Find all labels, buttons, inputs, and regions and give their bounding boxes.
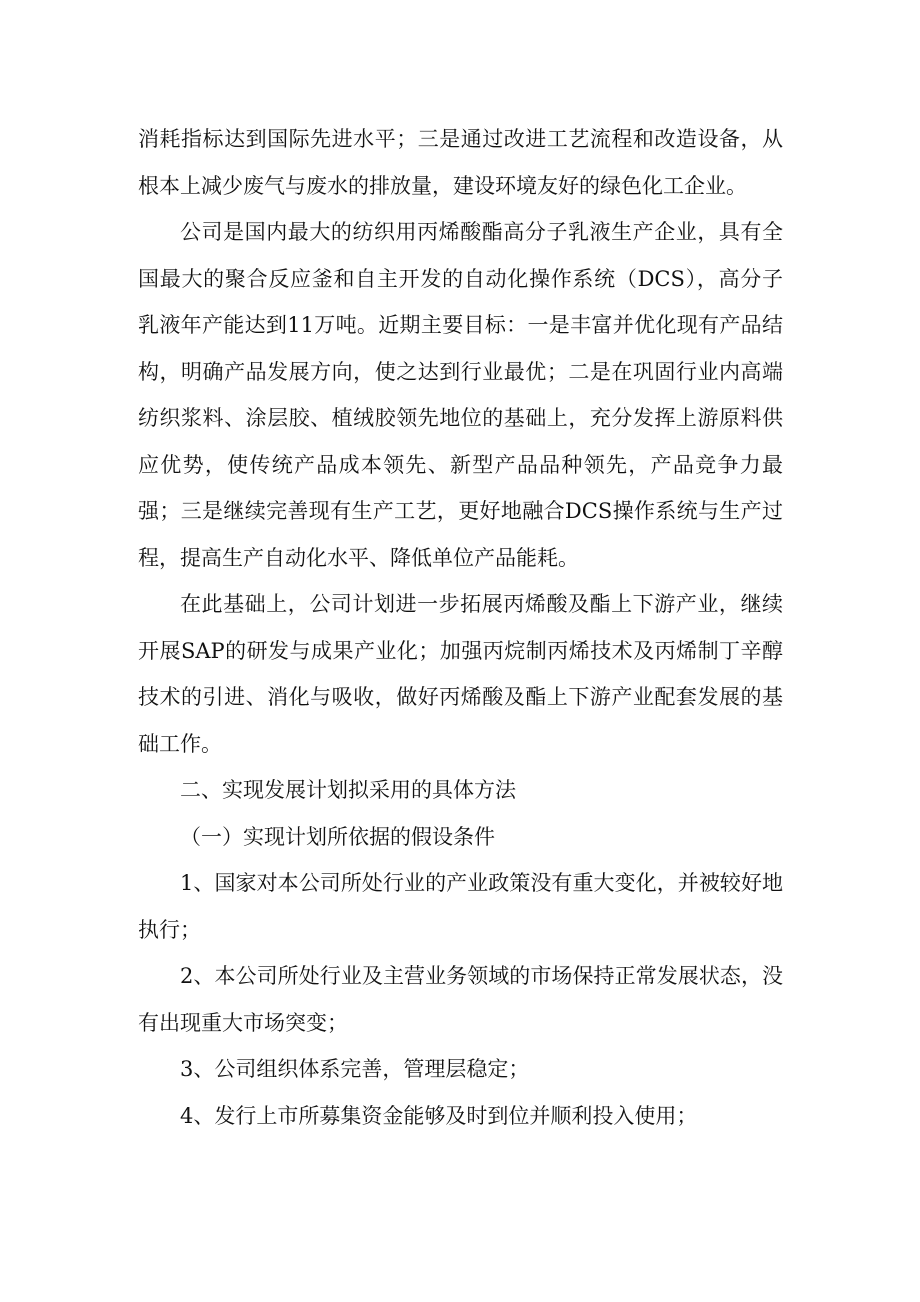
document-body (138, 116, 783, 1139)
assumption-item-1: 1、国家对本公司所处行业的产业政策没有重大变化，并被较好地执行； (138, 871, 783, 942)
assumption-item-2: 2、本公司所处行业及主营业务领域的市场保持正常发展状态，没有出现重大市场突变； (138, 964, 783, 1035)
assumption-item-3: 3、公司组织体系完善，管理层稳定； (180, 1057, 530, 1081)
subsection-heading: （一）实现计划所依据的假设条件 (180, 824, 495, 849)
paragraph-expansion-plan: 在此基础上，公司计划进一步拓展丙烯酸及酯上下游产业，继续开展SAP的研发与成果产业化；加强丙烷制丙烯技术及丙烯制丁辛醇技术的引进、消化与吸收，做好丙烯酸及酯上下游产业配套发展的基础工作。 (138, 592, 783, 756)
paragraph-company-overview: 公司是国内最大的纺织用丙烯酸酯高分子乳液生产企业，具有全国最大的聚合反应釜和自主开发的自动化操作系统（DCS），高分子乳液年产能达到11万吨。近期主要目标：一是丰富并优化现有产品结构，明确产品发展方向，使之达到行业最优；二是在巩固行业内高端纺织浆料、涂层胶、植绒胶领先地位的基础上，充分发挥上游原料供应优势，使传统产品成本领先、新型产品品种领先，产品竞争力最强；三是继续完善现有生产工艺，更好地融合DCS操作系统与生产过程，提高生产自动化水平、降低单位产品能耗。 (138, 220, 783, 570)
section-heading: 二、实现发展计划拟采用的具体方法 (180, 778, 516, 802)
paragraph-continuation: 消耗指标达到国际先进水平；三是通过改进工艺流程和改造设备，从根本上减少废气与废水的排放量，建设环境友好的绿色化工企业。 (138, 127, 783, 198)
assumption-item-4: 4、发行上市所募集资金能够及时到位并顺利投入使用； (180, 1103, 698, 1128)
